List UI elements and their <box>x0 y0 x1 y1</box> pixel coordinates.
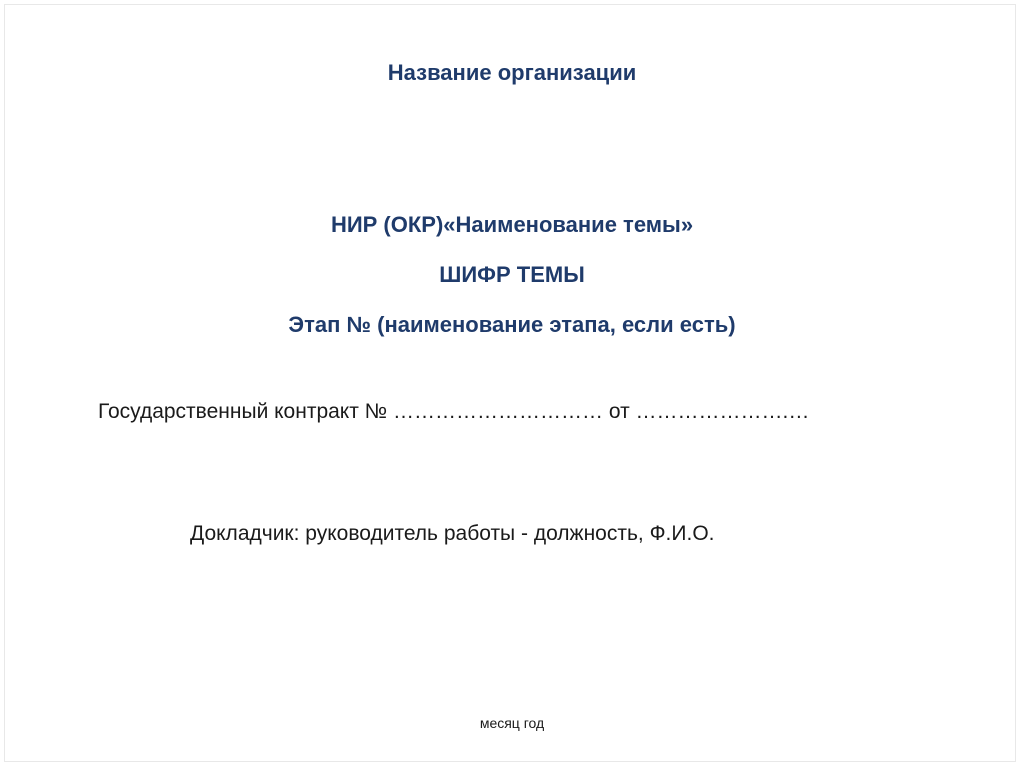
organization-name: Название организации <box>387 60 637 85</box>
reporter-line: Докладчик: руководитель работы - должность, Ф.И.О. <box>190 522 715 545</box>
stage-title: Этап № (наименование этапа, если есть) <box>288 312 736 337</box>
contract-line: Государственный контракт № ………………………… от ………………….… <box>98 400 810 423</box>
project-title: НИР (ОКР)«Наименование темы» <box>330 212 694 237</box>
slide-border <box>4 4 1016 762</box>
project-cipher: ШИФР ТЕМЫ <box>439 262 585 287</box>
date-footer: месяц год <box>479 715 545 731</box>
